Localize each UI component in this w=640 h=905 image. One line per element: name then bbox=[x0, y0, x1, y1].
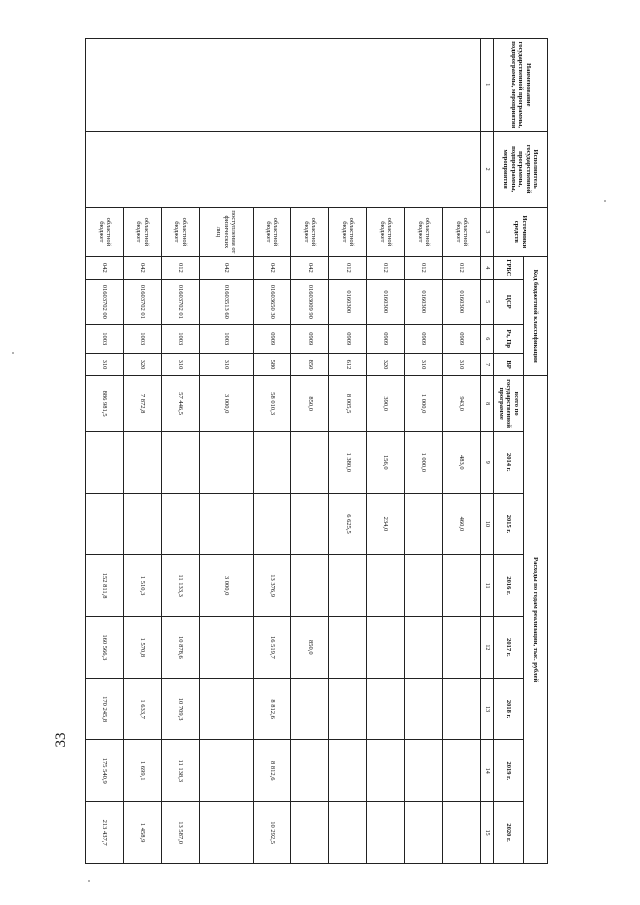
cell-grbs: 042 bbox=[199, 257, 253, 280]
cell-2016: 152 811,8 bbox=[86, 555, 124, 617]
cell-2015 bbox=[124, 493, 162, 555]
cell-rzpr: 0909 bbox=[405, 324, 443, 353]
cell-grbs: 012 bbox=[161, 257, 199, 280]
cell-2018 bbox=[443, 678, 481, 740]
cell-2017 bbox=[443, 617, 481, 679]
cell-total: 943,0 bbox=[443, 376, 481, 432]
cell-2014 bbox=[161, 431, 199, 493]
cell-grbs: 012 bbox=[443, 257, 481, 280]
cell-2016 bbox=[291, 555, 329, 617]
header-year: 2020 г. bbox=[494, 802, 524, 864]
cell-2017 bbox=[199, 617, 253, 679]
cell-vr: 612 bbox=[329, 353, 367, 376]
cell-vr: 580 bbox=[253, 353, 291, 376]
header-budget-code: Код бюджетной классификации bbox=[524, 257, 548, 376]
cell-grbs: 042 bbox=[253, 257, 291, 280]
cell-total: 886 981,5 bbox=[86, 376, 124, 432]
cell-2019: 11 138,3 bbox=[161, 740, 199, 802]
cell-2014 bbox=[124, 431, 162, 493]
cell-2016 bbox=[367, 555, 405, 617]
cell-2016: 13 376,9 bbox=[253, 555, 291, 617]
column-index: 11 bbox=[481, 555, 494, 617]
cell-grbs: 042 bbox=[86, 257, 124, 280]
cell-total: 58 010,3 bbox=[253, 376, 291, 432]
cell-source: областной бюджет bbox=[161, 207, 199, 256]
cell-2014: 1 000,0 bbox=[405, 431, 443, 493]
cell-2017: 10 878,6 bbox=[161, 617, 199, 679]
column-index: 1 bbox=[481, 39, 494, 132]
cell-grbs: 012 bbox=[329, 257, 367, 280]
cell-2017 bbox=[405, 617, 443, 679]
cell-2016 bbox=[329, 555, 367, 617]
cell-2018 bbox=[405, 678, 443, 740]
cell-grbs: 042 bbox=[291, 257, 329, 280]
cell-grbs: 042 bbox=[124, 257, 162, 280]
cell-2014: 156,0 bbox=[367, 431, 405, 493]
cell-2014: 1 380,0 bbox=[329, 431, 367, 493]
column-index: 15 bbox=[481, 802, 494, 864]
cell-total: 7 872,8 bbox=[124, 376, 162, 432]
cell-2020 bbox=[405, 802, 443, 864]
cell-vr: 850 bbox=[291, 353, 329, 376]
cell-2019 bbox=[199, 740, 253, 802]
cell-2015 bbox=[199, 493, 253, 555]
cell-2020: 1 458,9 bbox=[124, 802, 162, 864]
cell-source: областной бюджет bbox=[367, 207, 405, 256]
cell-2020 bbox=[199, 802, 253, 864]
cell-csr: 01603513 60 bbox=[199, 279, 253, 324]
column-index: 2 bbox=[481, 131, 494, 207]
cell-vr: 310 bbox=[199, 353, 253, 376]
cell-2019 bbox=[367, 740, 405, 802]
column-index: 7 bbox=[481, 353, 494, 376]
cell-2015 bbox=[253, 493, 291, 555]
cell-rzpr: 0909 bbox=[253, 324, 291, 353]
cell-2019 bbox=[443, 740, 481, 802]
cell-2014 bbox=[199, 431, 253, 493]
cell-2020: 13 587,0 bbox=[161, 802, 199, 864]
cell-source: областной бюджет bbox=[124, 207, 162, 256]
cell-2019: 1 699,1 bbox=[124, 740, 162, 802]
cell-2017: 1 570,8 bbox=[124, 617, 162, 679]
cell-csr: 01603702 01 bbox=[161, 279, 199, 324]
cell-2019: 8 812,6 bbox=[253, 740, 291, 802]
cell-rzpr: 0909 bbox=[329, 324, 367, 353]
cell-csr: 01603702 01 bbox=[124, 279, 162, 324]
cell-2017: 16 519,7 bbox=[253, 617, 291, 679]
page-number: 33 bbox=[53, 732, 69, 748]
column-index: 9 bbox=[481, 431, 494, 493]
column-index: 6 bbox=[481, 324, 494, 353]
table-row bbox=[443, 39, 481, 864]
cell-2019 bbox=[329, 740, 367, 802]
column-index: 3 bbox=[481, 207, 494, 256]
cell-source: областной бюджет bbox=[291, 207, 329, 256]
cell-vr: 320 bbox=[367, 353, 405, 376]
cell-2015: 460,0 bbox=[443, 493, 481, 555]
cell-csr: 01603702 00 bbox=[86, 279, 124, 324]
cell-rzpr: 0909 bbox=[443, 324, 481, 353]
cell-rzpr: 1003 bbox=[86, 324, 124, 353]
cell-csr: 0160300 bbox=[329, 279, 367, 324]
cell-csr: 0160300 bbox=[367, 279, 405, 324]
cell-2017 bbox=[367, 617, 405, 679]
cell-2019 bbox=[291, 740, 329, 802]
cell-total: 1 000,0 bbox=[405, 376, 443, 432]
cell-name-empty bbox=[86, 39, 481, 132]
cell-2017: 160 566,3 bbox=[86, 617, 124, 679]
cell-2015 bbox=[291, 493, 329, 555]
cell-csr: 0160300 bbox=[443, 279, 481, 324]
header-year: 2017 г. bbox=[494, 617, 524, 679]
cell-2019 bbox=[405, 740, 443, 802]
scan-speck bbox=[604, 200, 606, 202]
cell-2020: 213 437,7 bbox=[86, 802, 124, 864]
header-year: 2018 г. bbox=[494, 678, 524, 740]
cell-2015: 6 625,5 bbox=[329, 493, 367, 555]
cell-vr: 320 bbox=[124, 353, 162, 376]
cell-source: областной бюджет bbox=[86, 207, 124, 256]
cell-2015 bbox=[161, 493, 199, 555]
cell-2014 bbox=[86, 431, 124, 493]
cell-2018: 1 633,7 bbox=[124, 678, 162, 740]
cell-2018 bbox=[199, 678, 253, 740]
cell-executor-empty bbox=[86, 131, 481, 207]
cell-2016: 3 000,0 bbox=[199, 555, 253, 617]
cell-2018 bbox=[291, 678, 329, 740]
column-index: 13 bbox=[481, 678, 494, 740]
cell-rzpr: 1003 bbox=[124, 324, 162, 353]
cell-vr: 310 bbox=[86, 353, 124, 376]
scan-speck bbox=[12, 352, 14, 354]
cell-2015 bbox=[405, 493, 443, 555]
cell-total: 390,0 bbox=[367, 376, 405, 432]
cell-source: поступления от физических лиц bbox=[199, 207, 253, 256]
column-index: 14 bbox=[481, 740, 494, 802]
cell-2016: 11 133,3 bbox=[161, 555, 199, 617]
cell-rzpr: 1003 bbox=[199, 324, 253, 353]
cell-csr: 01603009 90 bbox=[291, 279, 329, 324]
column-index: 10 bbox=[481, 493, 494, 555]
column-index: 8 bbox=[481, 376, 494, 432]
header-total: всего по государственной программе bbox=[494, 376, 524, 432]
cell-source: областной бюджет bbox=[443, 207, 481, 256]
cell-source: областной бюджет bbox=[405, 207, 443, 256]
column-index: 12 bbox=[481, 617, 494, 679]
cell-2020 bbox=[367, 802, 405, 864]
cell-2014 bbox=[253, 431, 291, 493]
table-body bbox=[86, 39, 481, 864]
header-year: 2019 г. bbox=[494, 740, 524, 802]
cell-2018: 170 245,8 bbox=[86, 678, 124, 740]
cell-total: 3 000,0 bbox=[199, 376, 253, 432]
cell-total: 850,0 bbox=[291, 376, 329, 432]
header-rzpr: Рз, Пр bbox=[494, 324, 524, 353]
cell-2016: 1 510,3 bbox=[124, 555, 162, 617]
header-expenses: Расходы по годам реализации, тыс. рублей bbox=[524, 376, 548, 864]
column-index-row bbox=[481, 39, 494, 864]
cell-2017 bbox=[329, 617, 367, 679]
cell-2017: 850,0 bbox=[291, 617, 329, 679]
budget-table bbox=[85, 38, 548, 864]
header-vr: ВР bbox=[494, 353, 524, 376]
cell-2020 bbox=[291, 802, 329, 864]
cell-2014: 483,0 bbox=[443, 431, 481, 493]
cell-total: 8 005,5 bbox=[329, 376, 367, 432]
cell-grbs: 012 bbox=[367, 257, 405, 280]
header-grbs: ГРБС bbox=[494, 257, 524, 280]
header-executor: Исполнитель государственной программы, подпрограммы, мероприятия bbox=[494, 131, 548, 207]
cell-total: 57 446,5 bbox=[161, 376, 199, 432]
cell-rzpr: 0909 bbox=[367, 324, 405, 353]
cell-vr: 310 bbox=[405, 353, 443, 376]
header-year: 2014 г. bbox=[494, 431, 524, 493]
scan-speck bbox=[88, 880, 90, 882]
cell-rzpr: 1003 bbox=[161, 324, 199, 353]
cell-source: областной бюджет bbox=[329, 207, 367, 256]
cell-2016 bbox=[443, 555, 481, 617]
header-year: 2015 г. bbox=[494, 493, 524, 555]
cell-2019: 175 540,9 bbox=[86, 740, 124, 802]
cell-csr: 01603650 30 bbox=[253, 279, 291, 324]
cell-2015 bbox=[86, 493, 124, 555]
cell-2020: 10 292,5 bbox=[253, 802, 291, 864]
cell-2014 bbox=[291, 431, 329, 493]
cell-source: областной бюджет bbox=[253, 207, 291, 256]
column-index: 4 bbox=[481, 257, 494, 280]
header-source: Источники средств bbox=[494, 207, 548, 256]
cell-grbs: 012 bbox=[405, 257, 443, 280]
cell-2016 bbox=[405, 555, 443, 617]
column-index: 5 bbox=[481, 279, 494, 324]
cell-2018: 10 709,3 bbox=[161, 678, 199, 740]
cell-2020 bbox=[443, 802, 481, 864]
cell-2018 bbox=[329, 678, 367, 740]
cell-csr: 0160300 bbox=[405, 279, 443, 324]
cell-2018: 8 812,6 bbox=[253, 678, 291, 740]
cell-2015: 234,0 bbox=[367, 493, 405, 555]
rotated-table-wrapper bbox=[85, 38, 548, 864]
cell-rzpr: 0909 bbox=[291, 324, 329, 353]
cell-vr: 310 bbox=[161, 353, 199, 376]
cell-2020 bbox=[329, 802, 367, 864]
cell-2018 bbox=[367, 678, 405, 740]
cell-vr: 310 bbox=[443, 353, 481, 376]
header-csr: ЦСР bbox=[494, 279, 524, 324]
header-year: 2016 г. bbox=[494, 555, 524, 617]
header-name: Наименование государственной программы, подпрограммы, мероприятия bbox=[494, 39, 548, 132]
